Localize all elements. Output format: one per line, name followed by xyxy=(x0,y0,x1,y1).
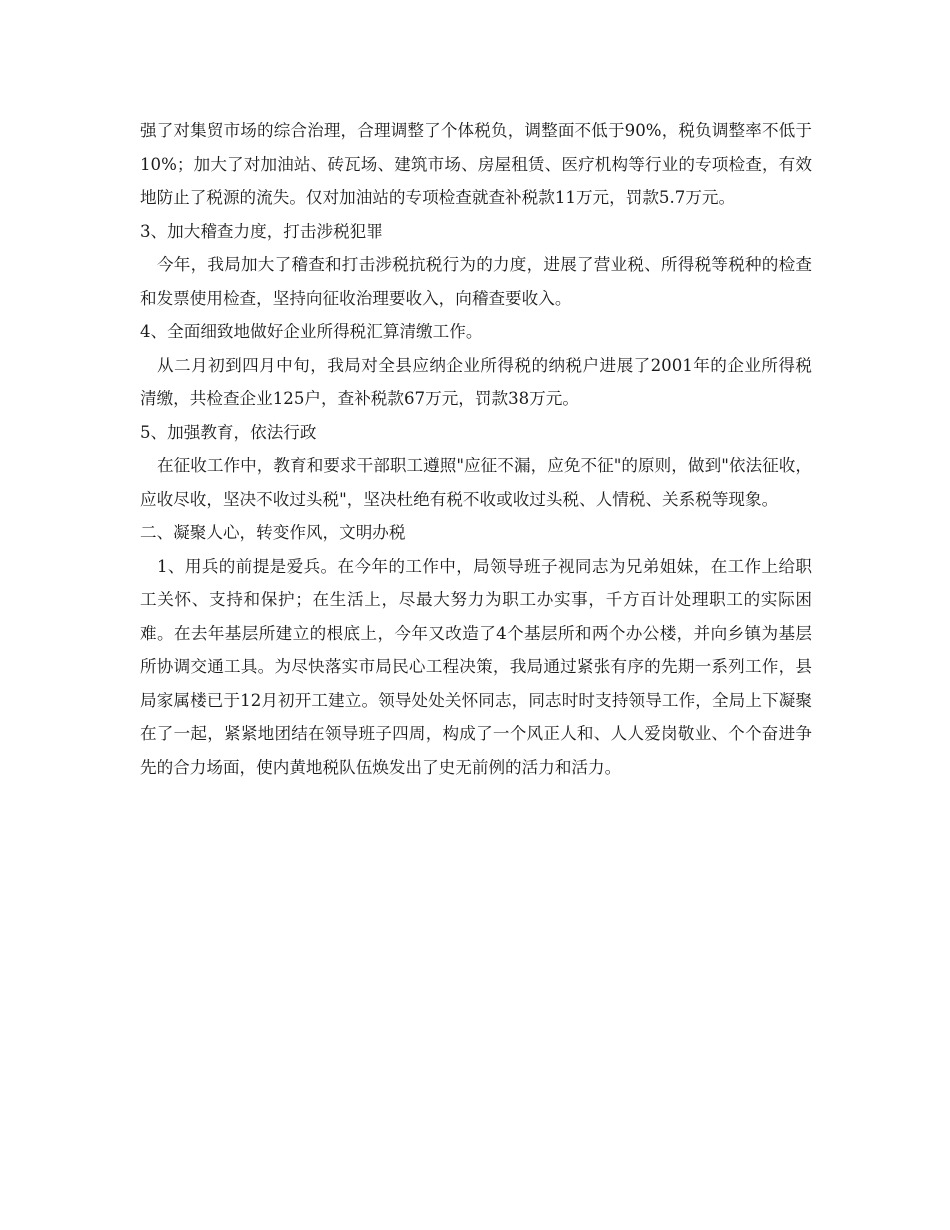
paragraph-education: 在征收工作中，教育和要求干部职工遵照"应征不漏，应免不征"的原则，做到"依法征收，应收尽收，坚决不收过头税"，坚决杜绝有税不收或收过头税、人情税、关系税等现象。 xyxy=(140,456,812,509)
section-heading-corporate-tax: 4、全面细致地做好企业所得税汇算清缴工作。 xyxy=(140,322,483,341)
section-heading-education: 5、加强教育，依法行政 xyxy=(140,422,317,442)
section-heading-audit: 3、加大稽查力度，打击涉税犯罪 xyxy=(140,221,383,241)
paragraph-audit: 今年，我局加大了稽查和打击涉税抗税行为的力度，进展了营业税、所得税等税种的检查和发票使用检查，坚持向征收治理要收入，向稽查要收入。 xyxy=(140,255,812,308)
paragraph-tax-market-governance: 强了对集贸市场的综合治理，合理调整了个体税负，调整面不低于90%，税负调整率不低于10%；加大了对加油站、砖瓦场、建筑市场、房屋租赁、医疗机构等行业的专项检查，有效地防止了税源的流失。仅对加油站的专项检查就查补税款11万元，罚款5.7万元。 xyxy=(140,121,812,207)
section-heading-cohesion: 二、凝聚人心，转变作风，文明办税 xyxy=(140,523,406,542)
paragraph-corporate-tax: 从二月初到四月中旬，我局对全县应纳企业所得税的纳税户进展了2001年的企业所得税清缴，共检查企业125户，查补税款67万元，罚款38万元。 xyxy=(140,355,812,408)
document-body xyxy=(140,114,812,784)
paragraph-staff-care: 1、用兵的前提是爱兵。在今年的工作中，局领导班子视同志为兄弟姐妹，在工作上给职工关怀、支持和保护；在生活上，尽最大努力为职工办实事，千方百计处理职工的实际困难。在去年基层所建立的根底上，今年又改造了4个基层所和两个办公楼，并向乡镇为基层所协调交通工具。为尽快落实市局民心工程决策，我局通过紧张有序的先期一系列工作，县局家属楼已于12月初开工建立。领导处处关怀同志，同志时时支持领导工作，全局上下凝聚在了一起，紧紧地团结在领导班子四周，构成了一个风正人和、人人爱岗敬业、个个奋进争先的合力场面，使内黄地税队伍焕发出了史无前例的活力和活力。 xyxy=(140,556,812,777)
